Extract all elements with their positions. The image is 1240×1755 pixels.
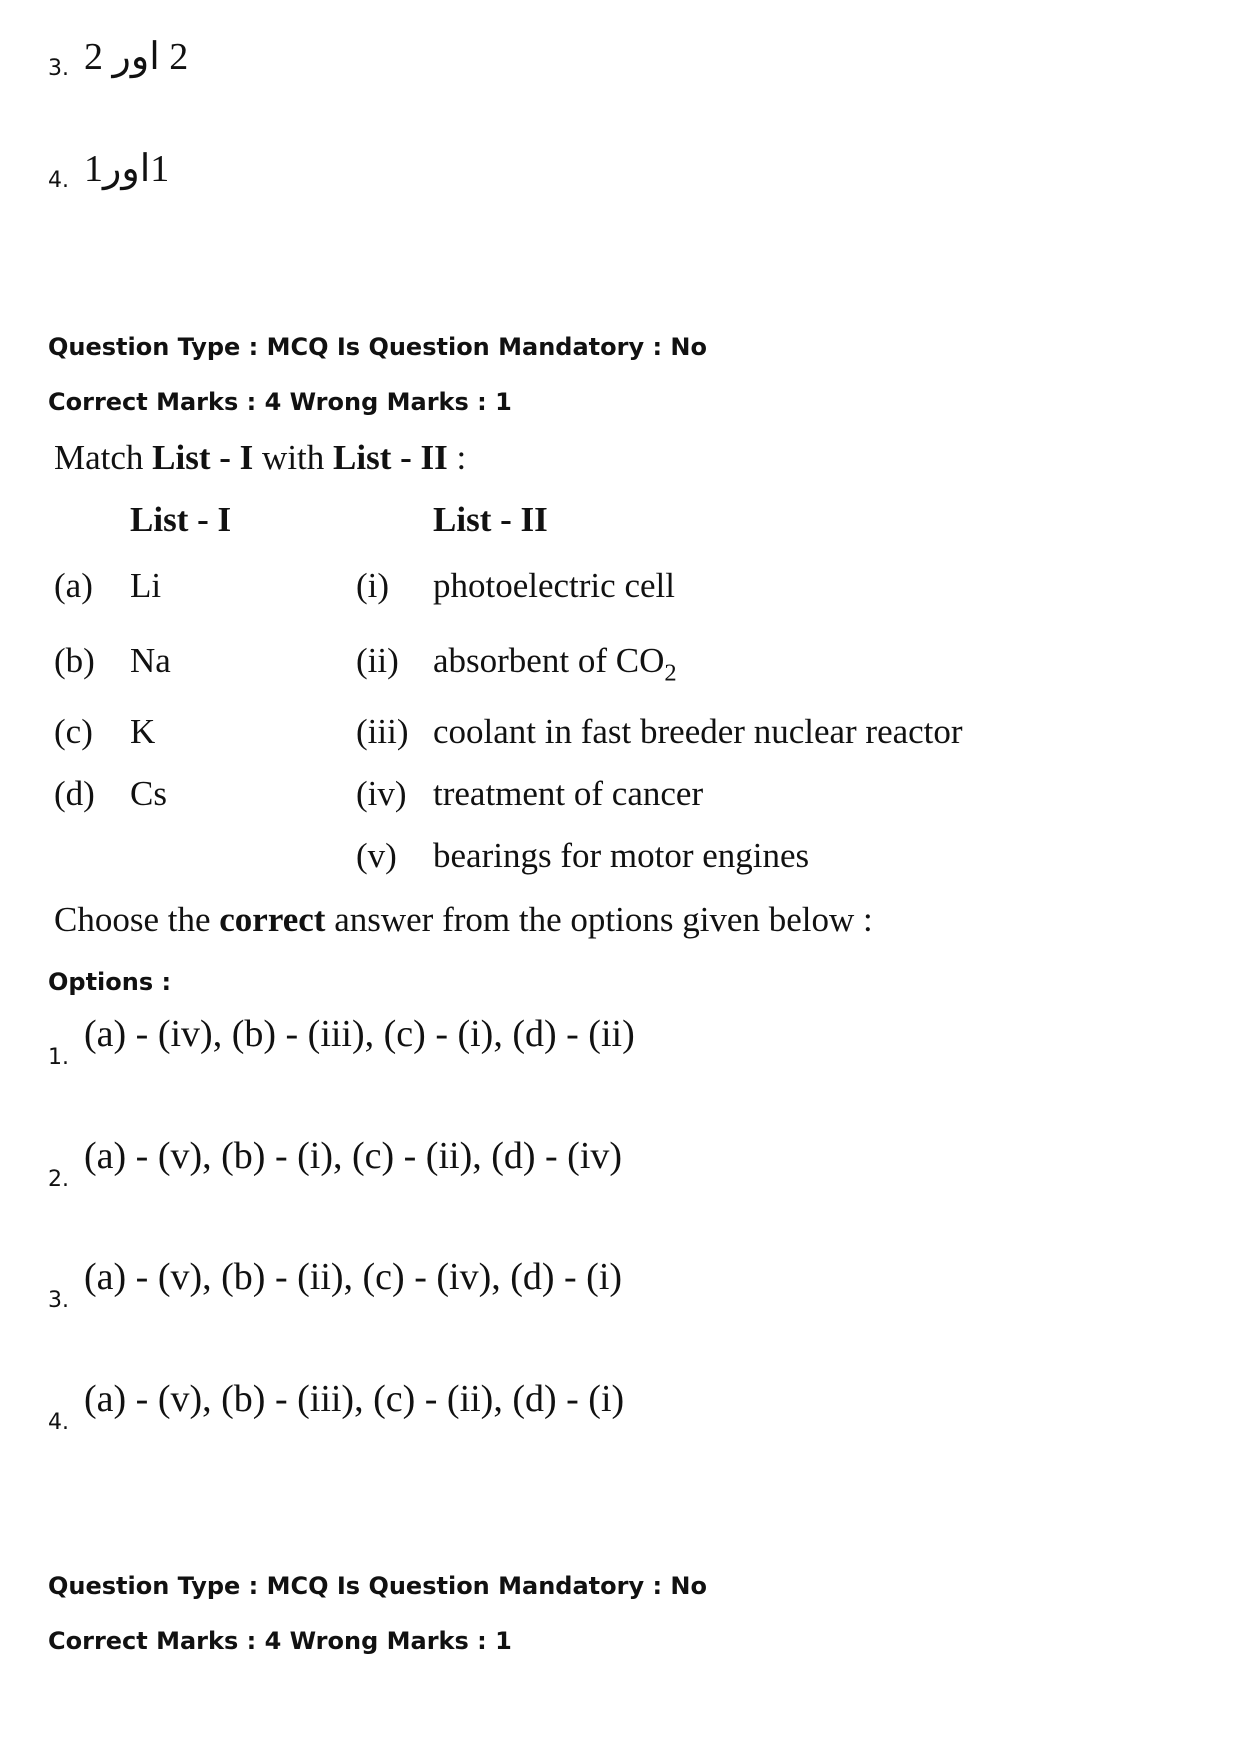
list-1-header: List - I [130, 500, 232, 539]
list-2-label: (iii) [356, 712, 409, 751]
option-number: 2. [48, 1167, 69, 1192]
list-2-item: coolant in fast breeder nuclear reactor [433, 712, 963, 751]
list-1-label: (d) [54, 774, 95, 813]
choose-instruction: Choose the correct answer from the options given below : [54, 900, 873, 939]
option-number: 1. [48, 1045, 69, 1070]
list-2-item: bearings for motor engines [433, 836, 810, 875]
prev-option-number: 3. [48, 56, 69, 81]
options-label: Options : [48, 968, 172, 996]
list-1-item: K [130, 712, 156, 751]
option-number: 4. [48, 1410, 69, 1435]
next-marks-line: Correct Marks : 4 Wrong Marks : 1 [48, 1627, 512, 1655]
option-number: 3. [48, 1288, 69, 1313]
option-text: (a) - (v), (b) - (iii), (c) - (ii), (d) - (i) [84, 1378, 625, 1420]
subscript: 2 [664, 659, 677, 687]
list-1-label: (c) [54, 712, 93, 751]
list-2-label: (iv) [356, 774, 407, 813]
marks-line: Correct Marks : 4 Wrong Marks : 1 [48, 388, 512, 416]
next-question-type-line: Question Type : MCQ Is Question Mandatory : No [48, 1572, 707, 1600]
list-2-label: (ii) [356, 641, 399, 680]
list-2-header: List - II [433, 500, 548, 539]
option-text: (a) - (v), (b) - (i), (c) - (ii), (d) - (iv) [84, 1135, 623, 1177]
list-2-item: treatment of cancer [433, 774, 704, 813]
question-type-line: Question Type : MCQ Is Question Mandatory : No [48, 333, 707, 361]
list-1-item: Cs [130, 774, 167, 813]
list-1-item: Li [130, 566, 162, 605]
list-2-label: (i) [356, 566, 390, 605]
prev-option-text: 1اور1 [84, 148, 170, 190]
option-text: (a) - (iv), (b) - (iii), (c) - (i), (d) - (ii) [84, 1013, 635, 1055]
prev-option-number: 4. [48, 168, 69, 193]
list-1-label: (a) [54, 566, 93, 605]
list-2-item: absorbent of $CO_2$ [433, 641, 677, 687]
option-text: (a) - (v), (b) - (ii), (c) - (iv), (d) - (i) [84, 1256, 623, 1298]
prev-option-text: 2 اور 2 [84, 36, 189, 78]
list-2-label: (v) [356, 836, 397, 875]
list-1-item: Na [130, 641, 171, 680]
question-prompt: Match List - I with List - II : [54, 438, 467, 477]
list-1-label: (b) [54, 641, 95, 680]
list-2-item: photoelectric cell [433, 566, 675, 605]
